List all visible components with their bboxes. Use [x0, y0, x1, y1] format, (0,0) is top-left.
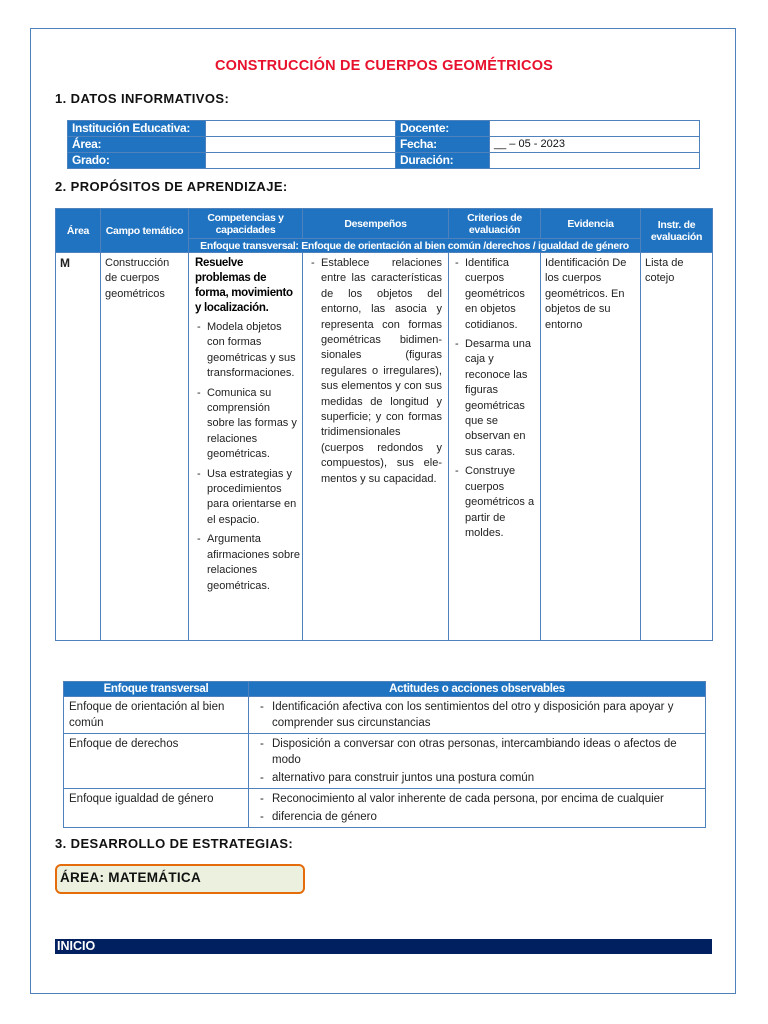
header-campo: Campo temático: [101, 209, 189, 253]
header-area: Área: [56, 209, 101, 253]
header-evidencia: Evidencia: [541, 209, 641, 239]
header-criterios: Criterios de evaluación: [449, 209, 541, 239]
enfoques-table: [63, 681, 706, 828]
propositos-header-row: [56, 209, 713, 239]
competencia-title: Resuelve problemas de forma, movimiento y localización.: [195, 257, 293, 314]
info-row: [68, 121, 700, 137]
fecha-field[interactable]: __ – 05 - 2023: [490, 137, 700, 153]
header-desempenos: Desempeños: [303, 209, 449, 239]
capacidades-list: [195, 320, 300, 594]
list-item: - Argumenta afirmaciones sobre relaciones geométricas.: [195, 532, 300, 594]
propositos-data-row: [56, 253, 713, 641]
table-row: [64, 734, 706, 789]
list-item: - diferencia de género: [258, 809, 700, 825]
area-label: Área:: [68, 137, 206, 153]
list-item: - Usa estrategias y procedimientos para orientarse en el espacio.: [195, 467, 300, 529]
list-item: - Identificación afectiva con los sentimientos del otro y disposición para apoyar y comprender sus circunstancias: [258, 699, 700, 731]
grado-label: Grado:: [68, 153, 206, 169]
header-competencias: Competencias y capacidades: [189, 209, 303, 239]
enfoques-header-row: [64, 682, 706, 697]
area-field[interactable]: [206, 137, 396, 153]
duracion-field[interactable]: [490, 153, 700, 169]
header-instr: Instr. de evaluación: [641, 209, 713, 253]
area-matematica-box: ÁREA: MATEMÁTICA: [55, 864, 305, 894]
cell-competencias: [189, 253, 303, 641]
list-item: - Reconocimiento al valor inherente de cada persona, por encima de cualquier: [258, 791, 700, 807]
acciones-list: [254, 791, 700, 825]
docente-field[interactable]: [490, 121, 700, 137]
duracion-label: Duración:: [396, 153, 490, 169]
list-item: - Disposición a conversar con otras personas, intercambiando ideas o afectos de modo: [258, 736, 700, 768]
enfoque-acciones: [249, 734, 706, 789]
enfoque-name: Enfoque igualdad de género: [64, 789, 249, 828]
enfoque-acciones: [249, 789, 706, 828]
cell-area: M: [56, 253, 101, 641]
cell-criterios: [449, 253, 541, 641]
list-item: - Desarma una caja y reconoce las figuras geométricas que se observan en sus caras.: [453, 337, 536, 460]
acciones-list: [254, 699, 700, 731]
docente-label: Docente:: [396, 121, 490, 137]
table-row: [64, 697, 706, 734]
list-item: - alternativo para construir juntos una postura común: [258, 770, 700, 786]
cell-campo: Construcción de cuerpos geométricos: [101, 253, 189, 641]
list-item: - Construye cuerpos geométricos a partir de moldes.: [453, 464, 536, 541]
list-item: - Identifica cuerpos geométricos en objetos cotidianos.: [453, 256, 536, 333]
header-transversal: Enfoque transversal: Enfoque de orientación al bien común /derechos / igualdad de género: [189, 239, 641, 253]
enfoque-acciones: [249, 697, 706, 734]
cell-desempenos: [303, 253, 449, 641]
desempenos-list: [309, 256, 442, 487]
section-desarrollo: 3. DESARROLLO DE ESTRATEGIAS:: [55, 836, 294, 851]
list-item: - Modela objetos con formas geométricas y sus transformaciones.: [195, 320, 300, 382]
grado-field[interactable]: [206, 153, 396, 169]
cell-evidencia: Identificación De los cuerpos geométricos. En objetos de su entorno: [541, 253, 641, 641]
institucion-field[interactable]: [206, 121, 396, 137]
list-item: - Establece relaciones entre las características de los objetos del entorno, las asocia y representa con formas geométricas bidimen-sionales (figuras regulares o irregulares), sus elementos y con sus medidas de longitud y superficie; y con formas tridimensionales (cuerpos redondos y compuestos), sus ele-mentos y su capacidad.: [309, 256, 442, 487]
institucion-label: Institución Educativa:: [68, 121, 206, 137]
header-actitudes: Actitudes o acciones observables: [249, 682, 706, 697]
inicio-bar: INICIO: [55, 939, 712, 954]
header-enfoque: Enfoque transversal: [64, 682, 249, 697]
document-title: CONSTRUCCIÓN DE CUERPOS GEOMÉTRICOS: [214, 58, 554, 74]
info-row: [68, 137, 700, 153]
criterios-list: [453, 256, 536, 541]
enfoque-name: Enfoque de orientación al bien común: [64, 697, 249, 734]
fecha-label: Fecha:: [396, 137, 490, 153]
info-row: [68, 153, 700, 169]
enfoque-name: Enfoque de derechos: [64, 734, 249, 789]
table-row: [64, 789, 706, 828]
cell-instr: Lista de cotejo: [641, 253, 713, 641]
section-propositos: 2. PROPÓSITOS DE APRENDIZAJE:: [55, 179, 288, 194]
acciones-list: [254, 736, 700, 786]
section-datos-informativos: 1. DATOS INFORMATIVOS:: [55, 91, 230, 106]
datos-informativos-table: [67, 120, 700, 169]
propositos-table: [55, 208, 713, 641]
list-item: - Comunica su comprensión sobre las formas y relaciones geométricas.: [195, 386, 300, 463]
